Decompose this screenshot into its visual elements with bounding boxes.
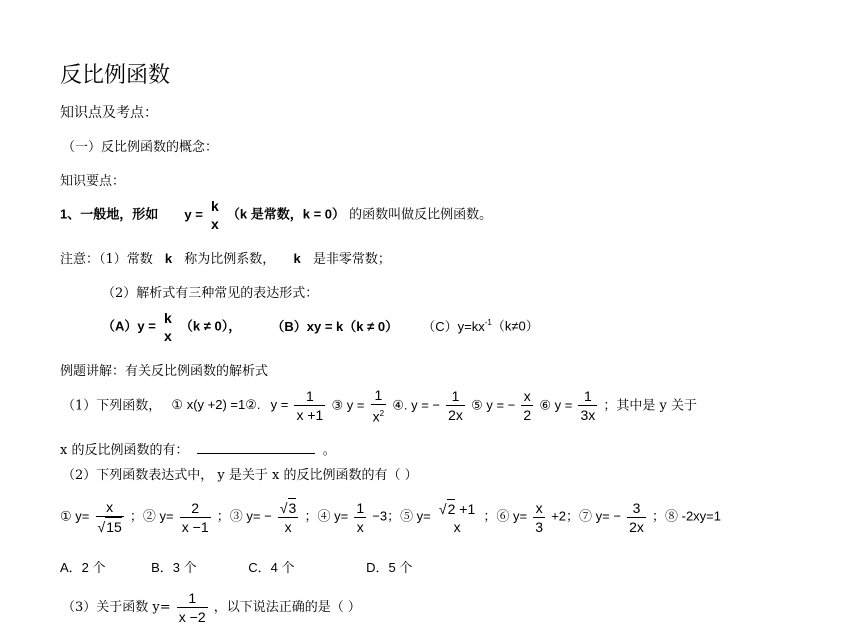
fraction-numerator: 3 — [632, 499, 641, 516]
q1-line2-pre: x 的反比例函数的有： — [60, 443, 189, 458]
q2-option-3-pre: ；③ y= − — [216, 508, 272, 524]
q2-option-6-pre: ；⑥ y= — [483, 508, 528, 524]
page-title: 反比例函数 — [60, 63, 171, 88]
fraction-numerator: x — [535, 499, 543, 516]
form-a-fraction — [162, 309, 174, 345]
fraction-denominator: x — [278, 517, 298, 536]
choice-d[interactable]: D．5 个 — [366, 560, 413, 575]
q2-option-7-fraction — [627, 499, 646, 536]
fraction-denominator: 15 — [106, 519, 122, 535]
fraction-denominator: 3 — [535, 518, 544, 535]
fraction-numerator: 1 — [374, 387, 383, 403]
q1-item-3-fraction — [371, 386, 386, 426]
q1-item-2-pre: y = — [270, 397, 289, 413]
choice-b[interactable]: B．3 个 — [151, 560, 197, 575]
note-line — [60, 248, 391, 267]
q1-item-4-fraction — [446, 387, 465, 424]
fraction-denominator: x — [453, 518, 461, 535]
fraction-denominator: x −1 — [181, 518, 209, 535]
question-3 — [62, 589, 361, 626]
q1-item-2-fraction — [294, 387, 325, 424]
q1-item-6-fraction — [578, 387, 597, 424]
example-title: 例题讲解：有关反比例函数的解析式 — [60, 364, 269, 379]
definition-y: y = — [184, 206, 203, 222]
q1-tail: ；其中是 y 关于 — [603, 398, 698, 414]
fraction-denominator: 2 — [523, 407, 532, 424]
note-suffix: 是非零常数； — [312, 252, 391, 267]
definition-suffix: 的函数叫做反比例函数。 — [349, 207, 493, 223]
q1-item-5-pre: ⑤ y = − — [471, 397, 516, 413]
definition-prefix: 1、一般地，形如 — [60, 206, 159, 222]
q2-choices — [60, 557, 412, 576]
fraction-numerator-tail: +1 — [455, 500, 476, 517]
q1-lead: （1）下列函数， — [62, 398, 162, 414]
q2-option-8: ；⑧ -2xy=1 — [652, 508, 722, 524]
q2-option-4-post: −3；⑤ y= — [372, 508, 431, 524]
keypoints-label: 知识要点： — [60, 174, 126, 189]
section-heading: （一）反比例函数的概念： — [62, 140, 219, 155]
form-c-exponent: -1 — [484, 318, 492, 328]
note-k2: k — [293, 251, 301, 266]
q1-line2-post: 。 — [322, 443, 336, 458]
note-k1: k — [164, 251, 173, 266]
definition-fraction — [209, 197, 221, 233]
fraction-numerator: k — [163, 310, 172, 326]
form-a-condition: （k ≠ 0）， — [179, 318, 242, 334]
fraction-denominator: 2x — [448, 407, 463, 424]
subtitle: 知识点及考点： — [60, 105, 158, 121]
fraction-denominator: x — [372, 408, 380, 425]
question-1-line-1 — [62, 386, 697, 426]
fraction-exponent: 2 — [379, 409, 385, 418]
q1-item-4-pre: ④. y = − — [392, 397, 440, 413]
q2-option-6-post: +2；⑦ y= − — [551, 508, 621, 524]
fraction-numerator: 1 — [356, 499, 365, 516]
q2-option-4-pre: ；④ y= — [304, 508, 349, 524]
fraction-numerator: 3 — [288, 500, 297, 516]
fraction-numerator: 1 — [188, 590, 197, 606]
q1-item-6-pre: ⑥ y = — [539, 397, 573, 413]
q2-option-2-pre: ；② y= — [129, 508, 174, 524]
note-prefix: 注意：（1）常数 — [60, 252, 153, 267]
q2-option-4-fraction — [354, 499, 366, 536]
q2-option-6-fraction — [533, 499, 545, 536]
choice-c[interactable]: C．4 个 — [248, 560, 295, 575]
fraction-numerator: 1 — [583, 388, 592, 405]
q3-lead: （3）关于函数 y= — [62, 600, 171, 615]
q2-option-1-pre: ① y= — [60, 508, 90, 524]
fraction-numerator: 2 — [191, 499, 200, 516]
definition-condition: （k 是常数，k = 0） — [226, 206, 346, 222]
form-c-label: （C）y=kx — [422, 318, 485, 334]
fraction-denominator: x +1 — [296, 407, 324, 424]
fraction-denominator: 2x — [629, 518, 644, 535]
definition-line — [60, 197, 492, 233]
q2-option-3-fraction: $\frac{√3}{x}$ — [279, 500, 297, 535]
note-mid: 称为比例系数， — [184, 252, 276, 267]
q2-option-5-fraction: √2 +1 x — [438, 500, 476, 535]
q1-item-5-fraction — [521, 387, 533, 424]
fraction-numerator: x — [106, 499, 114, 515]
choice-a[interactable]: A．2 个 — [60, 560, 106, 575]
forms-line — [102, 309, 539, 345]
fraction-numerator: 1 — [451, 388, 460, 405]
forms-intro: （2）解析式有三种常见的表达形式： — [102, 286, 319, 301]
q2-option-1-fraction: $\frac{x}{√15}$ — [97, 499, 122, 535]
answer-blank[interactable] — [197, 441, 315, 454]
form-c-condition: （k≠0） — [491, 318, 539, 334]
q1-item-1: ① x(y +2) =1②. — [171, 397, 261, 413]
fraction-numerator: 1 — [306, 388, 314, 405]
q1-item-3-pre: ③ y = — [331, 397, 365, 413]
q3-fraction — [177, 589, 208, 626]
fraction-denominator: x — [354, 517, 366, 536]
question-2-options — [60, 498, 721, 536]
fraction-denominator: x — [163, 328, 172, 344]
q3-tail: ，以下说法正确的是（ ） — [213, 600, 361, 615]
q2-option-2-fraction — [180, 499, 211, 536]
fraction-numerator: x — [523, 388, 531, 405]
question-1-line-2 — [60, 439, 336, 458]
fraction-denominator: x −2 — [178, 609, 206, 625]
fraction-numerator: k — [210, 198, 219, 214]
question-2-lead: （2）下列函数表达式中， y 是关于 x 的反比例函数的有（ ） — [62, 468, 418, 483]
form-a-label: （A）y = — [102, 318, 156, 334]
fraction-denominator: x — [210, 216, 219, 232]
form-b: （B）xy = k（k ≠ 0） — [271, 318, 399, 334]
fraction-numerator-radicand: 2 — [447, 500, 456, 517]
fraction-denominator: 3x — [580, 407, 596, 424]
